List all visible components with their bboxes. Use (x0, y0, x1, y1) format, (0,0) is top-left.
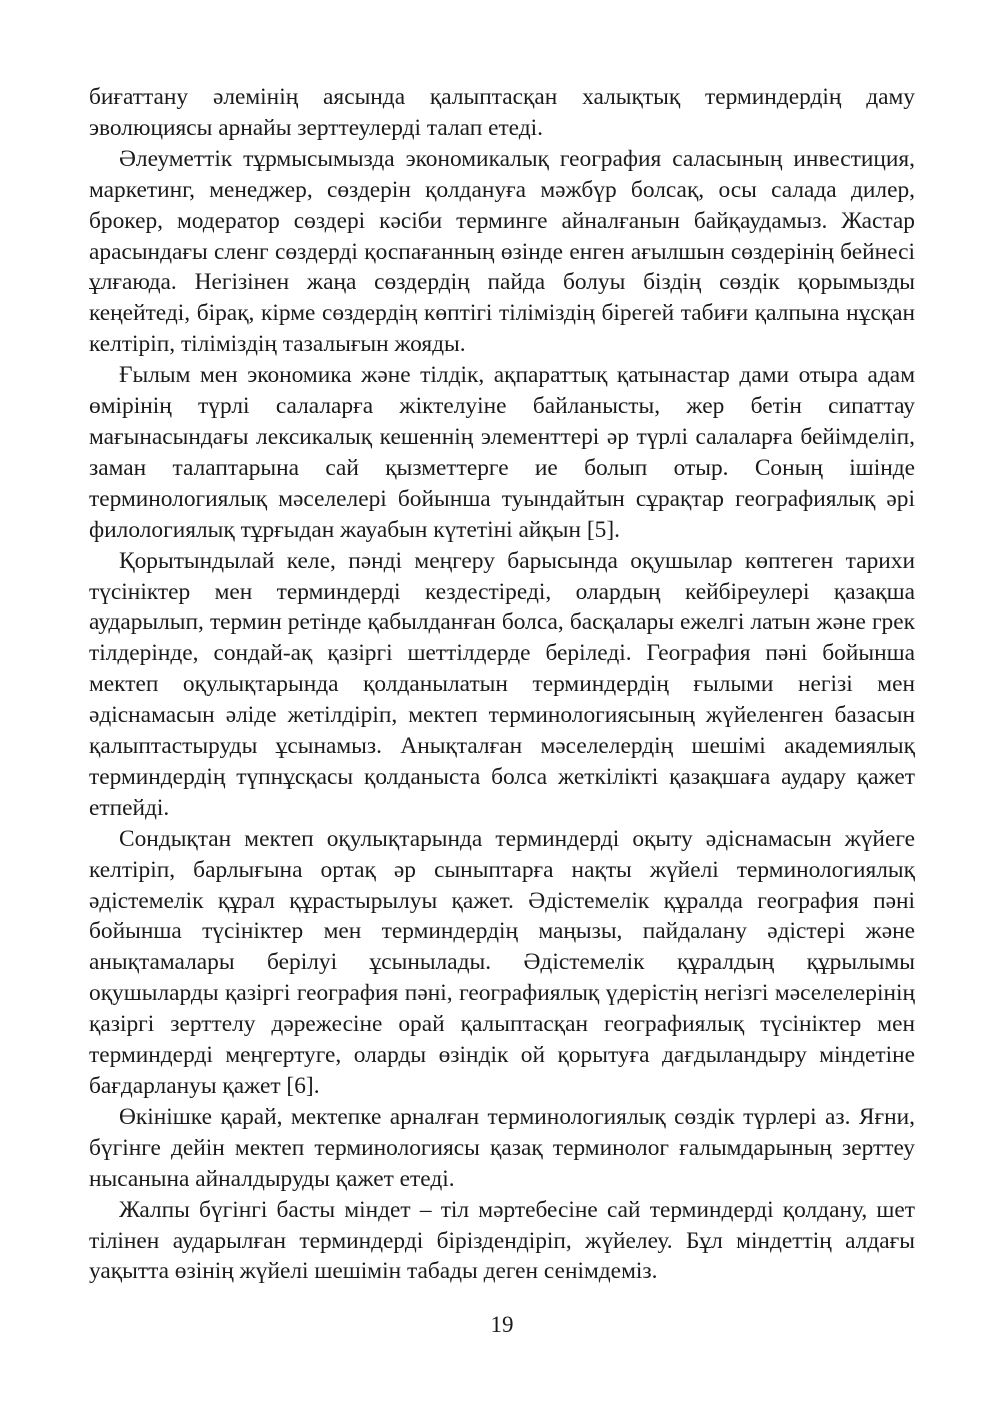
paragraph-methodology: Сондықтан мектеп оқулықтарында терминдерді оқыту әдіснамасын жүйеге келтіріп, барлығына ортақ әр сыныптарға нақты жүйелі терминологиялық әдістемелік құрал құрастырылуы қажет. Әдістемелік құралда география пәні бойынша түсініктер мен терминдердің маңызы, пайдалану әдістері және анықтамалары берілуі ұсынылады. Әдістемелік құралдың құрылымы оқушыларды қазіргі география пәні, географиялық үдерістің негізгі мәселелерінің қазіргі зерттелу дәрежесіне орай қалыптасқан географиялық түсініктер мен терминдерді меңгертуге, оларды өзіндік ой қорытуға дағдыландыру міндетіне бағдарлануы қажет [6]. (89, 825, 915, 1099)
paragraph-dictionary: Өкінішке қарай, мектепке арналған терминологиялық сөздік түрлері аз. Яғни, бүгінге дейін мектеп терминологиясы қазақ терминолог ғалымдарының зерттеу нысанына айналдыруды қажет етеді. (89, 1103, 915, 1192)
paragraph-main-task: Жалпы бүгінгі басты міндет – тіл мәртебесіне сай терминдерді қолдану, шет тілінен аударылған терминдерді біріздендіріп, жүйелеу. Бұл міндеттің алдағы уақытта өзінің жүйелі шешімін табады деген сенімдеміз. (89, 1196, 915, 1285)
paragraph-conclusion: Қорытындылай келе, пәнді меңгеру барысында оқушылар көптеген тарихи түсініктер мен терминдерді кездестіреді, олардың кейбіреулері қазақша аударылып, термин ретінде қабылданған болса, басқалары ежелгі латын және грек тілдерінде, сондай-ақ қазіргі шеттілдерде беріледі. География пәні бойынша мектеп оқулықтарында қолданылатын терминдердің ғылыми негізі мен әдіснамасын әліде жетілдіріп, мектеп терминологиясының жүйеленген базасын қалыптастыруды ұсынамыз. Анықталған мәселелердің шешімі академиялық терминдердің түпнұсқасы қолданыста болса жеткілікті қазақшаға аудару қажет етпейді. (89, 547, 915, 821)
paragraph-social-life: Әлеуметтік тұрмысымызда экономикалық география саласының инвестиция, маркетинг, менеджер, сөздерін қолдануға мәжбүр болсақ, осы салада дилер, брокер, модератор сөздері кәсіби терминге айналғанын байқаудамыз. Жастар арасындағы сленг сөздерді қоспағанның өзінде енген ағылшын сөздерінің бейнесі ұлғаюда. Негізінен жаңа сөздердің пайда болуы біздің сөздік қорымызды кеңейтеді, бірақ, кірме сөздердің көптігі тіліміздің бірегей табиғи қалпына нұсқан келтіріп, тіліміздің тазалығын жояды. (89, 145, 915, 358)
document-body (89, 82, 915, 1287)
paragraph-continuation: биғаттану әлемінің аясында қалыптасқан халықтық терминдердің даму эволюциясы арнайы зерттеулерді талап етеді. (89, 84, 915, 141)
paragraph-science-economy: Ғылым мен экономика және тілдік, ақпараттық қатынастар дами отыра адам өмірінің түрлі салаларға жіктелуіне байланысты, жер бетін сипаттау мағынасындағы лексикалық кешеннің элементтері әр түрлі салаларға бейімделіп, заман талаптарына сай қызметтерге ие болып отыр. Соның ішінде терминологиялық мәселелері бойынша туындайтын сұрақтар географиялық әрі филологиялық тұрғыдан жауабын күтетіні айқын [5]. (89, 362, 915, 543)
page-number: 19 (490, 1312, 514, 1337)
